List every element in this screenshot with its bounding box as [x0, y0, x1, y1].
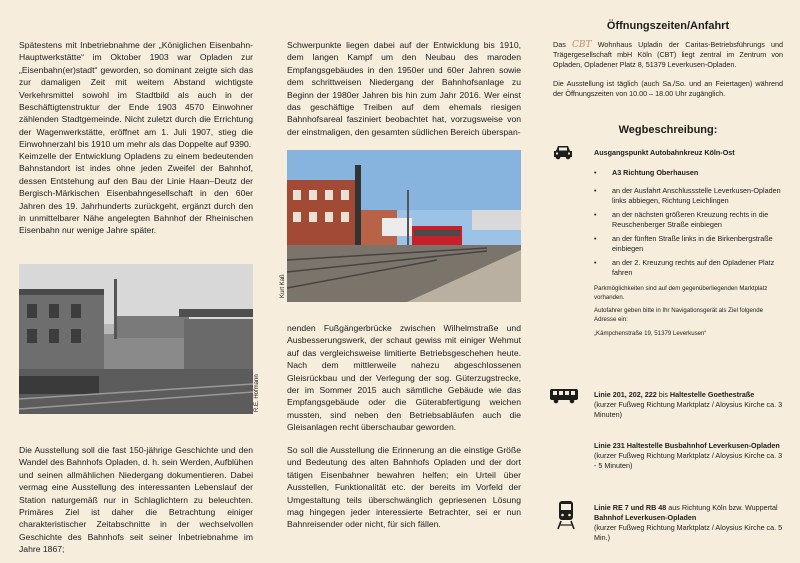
venue-description: Das CBT Wohnhaus Upladin der Caritas-Betriebsführungs und Trägergesellschaft mbH Köln (CBT) liegt zentral im Zentrum von Opladen, Opladener Platz 8, 51379 Leverkusen-Opladen.: [553, 40, 783, 70]
origin-paragraph: Keimzelle der Entwicklung Opladens zu einem bedeutenden Bahnstandort ist indes ohne jeden Zweifel der Bahnhof, dessen Entstehung auf den Bau der Linie Haan–Deutz der Bergisch-Märkischen Eisenbahngesellschaft in den 60er Jahren des 19. Jahrhunderts zurückgeht, ergänzt durch den in unmittelbarer Nähe angelegten Bahnhof der Rheinischen Eisenbahn nur wenige Jahre später.: [19, 151, 253, 236]
modern-station-photo: [287, 150, 521, 302]
memory-paragraph: So soll die Ausstellung die Erinnerung an die einstige Größe und Bedeutung des alten Bahnhofs Opladen und der dort tätigen Eisenbahner bewahren helfen; ein Urteil über Ausstellen, Funktionalität etc. der bereits im Vorfeld der Umgestaltung teils überschwänglich gepriesenen Lösung mag hingegen jeder interessierte Betrachter, sei er nun Bahnreisender oder nicht, für sich fällen.: [287, 445, 521, 530]
bus-route-2: Linie 231 Haltestelle Busbahnhof Leverkusen-Opladen (kurzer Fußweg Richtung Marktplatz / Aloysius Kirche ca. 3 - 5 Minuten): [594, 441, 783, 470]
opening-hours-text: Die Ausstellung ist täglich (auch Sa./So. und an Feiertagen) während der Öffnungszeiten von 10.00 – 18.00 Uhr zugänglich.: [553, 79, 783, 99]
bus-route-1: Linie 201, 202, 222 bis Haltestelle Goethestraße (kurzer Fußweg Richtung Marktplatz / Aloysius Kirche ca. 3 Minuten): [594, 390, 783, 419]
navigation-address: „Kämpchenstraße 19, 51379 Leverkusen“: [594, 330, 707, 337]
focus-paragraph: Schwerpunkte liegen dabei auf der Entwicklung bis 1910, dem langen Kampf um den Neubau des maroden Empfangsgebäudes in den 1950er und 60er Jahren sowie dem schrittweisen Niedergang der Bahnhofsanlage zu Beginn der 1980er Jahren bis hin zum Jahr 2016. Wer einst das geschäftige Treiben auf dem ehemals riesigen Bahnhofsareal fasziniert beobachtet hat, vorzugsweise von der einstmaligen, den gesamten südlichen Bereich überspan-: [287, 40, 521, 137]
historic-station-photo: [19, 264, 253, 414]
cbt-logo: CBT: [572, 40, 592, 50]
train-route: Linie RE 7 und RB 48 aus Richtung Köln bzw. Wuppertal Bahnhof Leverkusen-Opladen (kurzer Fußweg Richtung Marktplatz / Aloysius Kirche ca. 5 Min.): [594, 503, 783, 542]
photo-credit: R.E. Hofmann: [254, 374, 260, 412]
car-icon: [553, 144, 573, 165]
route-title: Wegbeschreibung:: [618, 124, 718, 136]
photo-credit-2: Kurt Kaß: [280, 274, 286, 298]
bridge-paragraph: nenden Fußgängerbrücke zwischen Wilhelmstraße und Ausbesserungswerk, der schaut gewiss mit einiger Wehmut auf das vergleichsweise limitierte Betriebsgeschehen heute. Nach dem mittlerweile nahezu abgeschlossenen Gleisrückbau und der Verlegung der sog. Güterzugstrecke, der im Sommer 2015 auch sämtliche Gebäude wie das Empfangsgebäude oder die Güterabfertigung weichen mussten, sind neben den Betriebsabläufen auch die Gleisanlagen recht überschaubar geworden.: [287, 323, 521, 433]
intro-paragraph: Spätestens mit Inbetriebnahme der „Königlichen Eisenbahn-Hauptwerkstätte“ im Oktober 1903 war Opladen zur „Eisenbahn(er)stadt“ geworden, so dominant zeigte sich das zur damaligen Zeit mit weitem Abstand wichtigste Verkehrsmittel sowohl im Stadtbild als auch in der Beschäftigtenstruktur der Ende 1903 4570 Einwohner zählenden Stadtgemeinde. Nicht zuletzt durch die Errichtung der Wagenwerkstätte, eröffnet am 1. Juli 1907, stieg die Einwohnerzahl bis 1910 um mehr als das Doppelte auf 9390.: [19, 40, 253, 150]
train-icon: [556, 500, 576, 535]
brochure-page: Spätestens mit Inbetriebnahme der „Königlichen Eisenbahn-Hauptwerkstätte“ im Oktober 1903 war Opladen zur „Eisenbahn(er)stadt“ geworden, so dominant zeigte sich das zur damaligen Zeit mit weitem Abstand wichtigste Verkehrsmittel sowohl im Stadtbild als auch in der Beschäftigtenstruktur der Ende 1903 4570 Einwohner zählenden Stadtgemeinde. Nicht zuletzt durch die Errichtung der Wagenwerkstätte, eröffnet am 1. Juli 1907, stieg die Einwohnerzahl bis 1910 um mehr als das Doppelte auf 9390. Keimzelle der Entwicklung Opladens zu einem bedeutenden Bahnstandort ist indes ohne jeden Zweifel der Bahnhof, dessen Entstehung auf den Bau der Linie Haan–Deutz der Bergisch-Märkischen Eisenbahngesellschaft in den 60er Jahren des 19. Jahrhunderts zurückgeht, ergänzt durch den in unmittelbarer Nähe angelegten Bahnhof der Rheinischen Eisenbahn nur wenige Jahre später. R.E. Hofmann Die Ausstellung soll die fast 150-jährige Geschichte und den Wandel des Bahnhofs Opladen, d. h. sein Werden, Aufblühen und seinen allmählichen Niedergang dokumentieren. Dabei vermag eine Ausstellung des interessanten Lebenslauf der Station naturgemäß nur in Schlaglichtern zu beleuchten. Primäres Ziel ist daher die Betrachtung einiger charakteristischer Zeitabschnitte in der wechselvollen Geschichte des Bahnhofs seit seiner Inbetriebnahme im Jahre 1867; Schwerpunkte liegen dabei auf der Entwicklung bis 1910, dem langen Kampf um den Neubau des maroden Empfangsgebäudes in den 1950er und 60er Jahren sowie dem schrittweisen Niedergang der Bahnhofsanlage zu Beginn der 1980er Jahren bis hin zum Jahr 2016. Wer einst das geschäftige Treiben auf dem ehemals riesigen Bahnhofsareal fasziniert beobachtet hat, vorzugsweise von der einstmaligen, den gesamten südlichen Bereich überspan- Kurt Kaß nenden Fußgängerbrücke zwischen Wilhelmstraße und Ausbesserungswerk, der schaut gewiss mit einiger Wehmut auf das vergleichsweise limitierte Betriebsgeschehen heute. Nach dem mittlerweile nahezu abgeschlossenen Gleisrückbau und der Verlegung der sog. Güterzugstrecke, der im Sommer 2015 auch sämtliche Gebäude wie das Empfangsgebäude oder die Güterabfertigung weichen mussten, sind neben den Betriebsabläufen auch die Gleisanlagen recht überschaubar geworden. So soll die Ausstellung die Erinnerung an die einstige Größe und Bedeutung des alten Bahnhofs Opladen und der dort tätigen Eisenbahner bewahren helfen; ein Urteil über Ausstellen, Funktionalität etc. der bereits im Vorfeld der Umgestaltung teils überschwänglich gepriesenen Lösung mag hingegen jeder interessierte Betrachter, sei er nun Bahnreisender oder nicht, für sich fällen. Öffnungszeiten/Anfahrt Das CBT Wohnhaus Upladin der Caritas-Betriebsführungs und Trägergesellschaft mbH Köln (CBT) liegt zentral im Zentrum von Opladen, Opladener Platz 8, 51379 Leverkusen-Opladen. Die Ausstellung ist täglich (auch Sa./So. und an Feiertagen) während der Öffnungszeiten von 10.00 – 18.00 Uhr zugänglich. Wegbeschreibung: Ausgangspunkt Autobahnkreuz Köln-Ost • A3 Richtung Oberhausen • an der Ausfahrt Anschlussstelle Leverkusen-Opladen links abbiegen, Richtung Leichlingen • an der nächsten größeren Kreuzung rechts in die Reuschenberger Straße einbiegen • an der fünften Straße links in die Birkenbergstraße einbiegen • an der 2. Kreuzung rechts auf den Opladener Platz fahren Parkmöglichkeiten sind auf dem gegenüberliegenden Marktplatz vorhanden. Autofahrer geben bitte in Ihr Navigationsgerät als Ziel folgende Adresse ein: „Kämpchenstraße 19, 51379 Leverkusen“ Linie 201, 202, 222 bis Haltestelle Goethestraße (kurzer Fußweg Richtung Marktplatz / Aloysius Kirche ca. 3 Minuten) Linie 231 Haltestelle Busbahnhof Leverkusen-Opladen (kurzer Fußweg Richtung Marktplatz / Aloysius Kirche ca. 3 - 5 Minuten) Linie RE 7 und RB 48 aus Richtung Köln bzw. Wuppertal Bahnhof Leverkusen-Opladen (kurzer Fußweg Richtung Marktplatz / Aloysius Kirche ca. 5 Min.): [19, 20, 783, 555]
navigation-note: Autofahrer geben bitte in Ihr Navigationsgerät als Ziel folgende Adresse ein:: [594, 307, 764, 324]
parking-note: Parkmöglichkeiten sind auf dem gegenüberliegenden Marktplatz vorhanden.: [594, 285, 768, 302]
opening-hours-title: Öffnungszeiten/Anfahrt: [606, 20, 730, 32]
exhibition-paragraph: Die Ausstellung soll die fast 150-jährige Geschichte und den Wandel des Bahnhofs Opladen, d. h. sein Werden, Aufblühen und seinen allmählichen Niedergang dokumentieren. Dabei vermag eine Ausstellung des interessanten Lebenslauf der Station naturgemäß nur in Schlaglichtern zu beleuchten. Primäres Ziel ist daher die Betrachtung einiger charakteristischer Zeitabschnitte in der wechselvollen Geschichte des Bahnhofs seit seiner Inbetriebnahme im Jahre 1867;: [19, 445, 253, 555]
car-heading: Ausgangspunkt Autobahnkreuz Köln-Ost: [594, 148, 735, 157]
bus-icon: [549, 388, 579, 409]
